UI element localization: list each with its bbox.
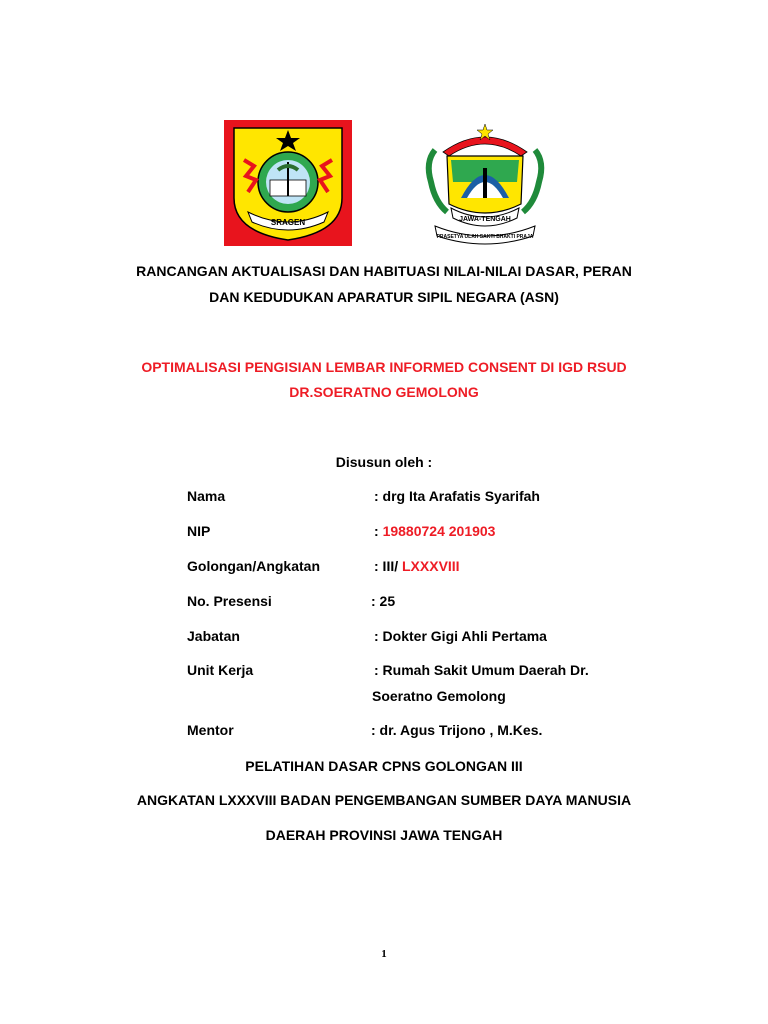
nip-label: NIP [187, 523, 211, 539]
author-row-presensi [0, 593, 768, 613]
jateng-banner-text: JAWA-TENGAH [459, 216, 511, 223]
jabatan-label: Jabatan [187, 628, 240, 644]
golongan-label: Golongan/Angkatan [187, 558, 320, 574]
author-heading: Disusun oleh : [335, 454, 433, 470]
author-row-unit-kerja-cont [0, 688, 768, 708]
footer-line-2: ANGKATAN LXXXVIII BADAN PENGEMBANGAN SUMBER DAYA MANUSIA [136, 792, 632, 808]
nama-label: Nama [187, 488, 226, 504]
jabatan-value: : Dokter Gigi Ahli Pertama [374, 628, 547, 644]
mentor-value: : dr. Agus Trijono , M.Kes. [371, 722, 543, 738]
jateng-motto-text: PRASETYA ULAH SAKTI BHAKTI PRAJA [436, 234, 534, 240]
document-title-line-2: DAN KEDUDUKAN APARATUR SIPIL NEGARA (ASN) [209, 289, 559, 305]
unit-kerja-value-line-2: Soeratno Gemolong [372, 688, 506, 704]
golongan-value: LXXXVIII [402, 558, 460, 574]
footer-line-1: PELATIHAN DASAR CPNS GOLONGAN III [245, 758, 523, 774]
document-subtitle-line-2: DR.SOERATNO GEMOLONG [289, 384, 479, 400]
author-row-golongan [0, 558, 768, 578]
jawa-tengah-emblem-logo [421, 122, 549, 246]
document-subtitle-line-1: OPTIMALISASI PENGISIAN LEMBAR INFORMED CONSENT DI IGD RSUD [141, 359, 627, 375]
document-title-line-1: RANCANGAN AKTUALISASI DAN HABITUASI NILAI-NILAI DASAR, PERAN [136, 263, 632, 279]
presensi-label: No. Presensi [187, 593, 272, 609]
author-row-nama [0, 488, 768, 508]
footer-line-3: DAERAH PROVINSI JAWA TENGAH [265, 827, 503, 843]
sragen-banner-text: SRAGEN [270, 218, 306, 227]
unit-kerja-label: Unit Kerja [187, 662, 254, 678]
golongan-prefix: : III/ [374, 558, 402, 574]
nip-prefix: : [374, 523, 383, 539]
mentor-label: Mentor [187, 722, 234, 738]
sragen-emblem-logo [224, 120, 352, 246]
nama-value: : drg Ita Arafatis Syarifah [374, 488, 540, 504]
page-number: 1 [381, 948, 387, 960]
author-row-jabatan [0, 628, 768, 648]
author-row-unit-kerja [0, 662, 768, 682]
author-row-mentor [0, 722, 768, 742]
unit-kerja-value-line-1: : Rumah Sakit Umum Daerah Dr. [374, 662, 589, 678]
nip-value: 19880724 201903 [382, 523, 496, 539]
author-row-nip [0, 523, 768, 543]
presensi-value: : 25 [371, 593, 396, 609]
